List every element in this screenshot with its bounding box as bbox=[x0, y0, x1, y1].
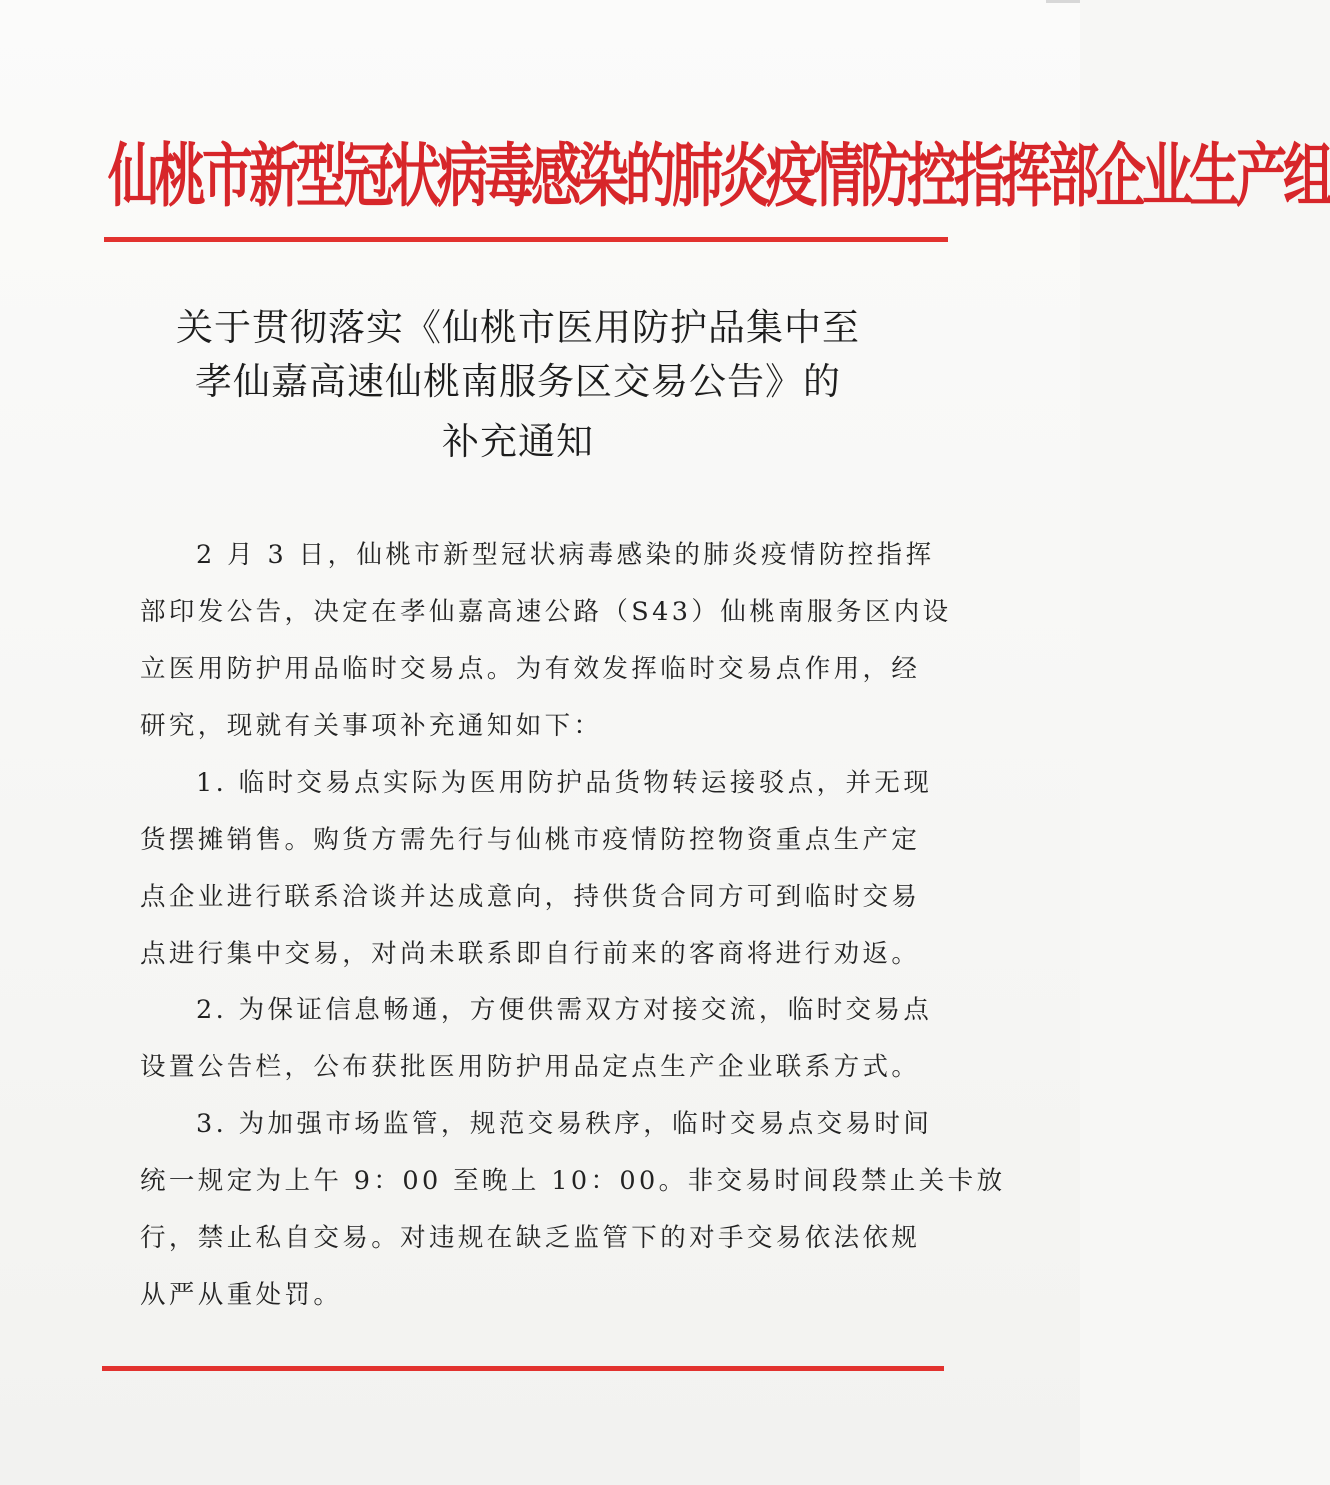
body-item-1-line: 点企业进行联系洽谈并达成意向，持供货合同方可到临时交易 bbox=[140, 882, 921, 912]
notice-title-line-3: 补充通知 bbox=[442, 420, 594, 463]
body-item-1-line: 货摆摊销售。购货方需先行与仙桃市疫情防控物资重点生产定 bbox=[140, 825, 921, 855]
body-item-3-line: 3. 为加强市场监管，规范交易秩序，临时交易点交易时间 bbox=[196, 1109, 933, 1139]
body-paragraph-1-line: 立医用防护用品临时交易点。为有效发挥临时交易点作用，经 bbox=[140, 654, 921, 684]
body-paragraph-1-line: 部印发公告，决定在孝仙嘉高速公路（S43）仙桃南服务区内设 bbox=[140, 597, 952, 627]
header-red-rule bbox=[104, 237, 948, 242]
body-item-2-line: 2. 为保证信息畅通，方便供需双方对接交流，临时交易点 bbox=[196, 995, 933, 1025]
body-item-3-line: 行，禁止私自交易。对违规在缺乏监管下的对手交易依法依规 bbox=[140, 1223, 921, 1253]
body-item-1-line: 点进行集中交易，对尚未联系即自行前来的客商将进行劝返。 bbox=[140, 939, 921, 969]
body-paragraph-1-line: 2 月 3 日，仙桃市新型冠状病毒感染的肺炎疫情防控指挥 bbox=[196, 540, 935, 570]
body-item-3-line: 统一规定为上午 9：00 至晚上 10：00。非交易时间段禁止关卡放 bbox=[140, 1166, 1006, 1196]
body-item-1-line: 1. 临时交易点实际为医用防护品货物转运接驳点，并无现 bbox=[196, 768, 933, 798]
scan-mark bbox=[1046, 0, 1080, 3]
issuing-organization-title: 仙桃市新型冠状病毒感染的肺炎疫情防控指挥部企业生产组 bbox=[108, 137, 1330, 218]
body-item-3-line: 从严从重处罚。 bbox=[140, 1280, 343, 1310]
body-paragraph-1-line: 研究，现就有关事项补充通知如下： bbox=[140, 711, 603, 741]
footer-red-rule bbox=[102, 1366, 944, 1371]
notice-title-line-2: 孝仙嘉高速仙桃南服务区交易公告》的 bbox=[195, 360, 841, 403]
notice-title-line-1: 关于贯彻落实《仙桃市医用防护品集中至 bbox=[176, 306, 860, 349]
body-item-2-line: 设置公告栏，公布获批医用防护用品定点生产企业联系方式。 bbox=[140, 1052, 921, 1082]
